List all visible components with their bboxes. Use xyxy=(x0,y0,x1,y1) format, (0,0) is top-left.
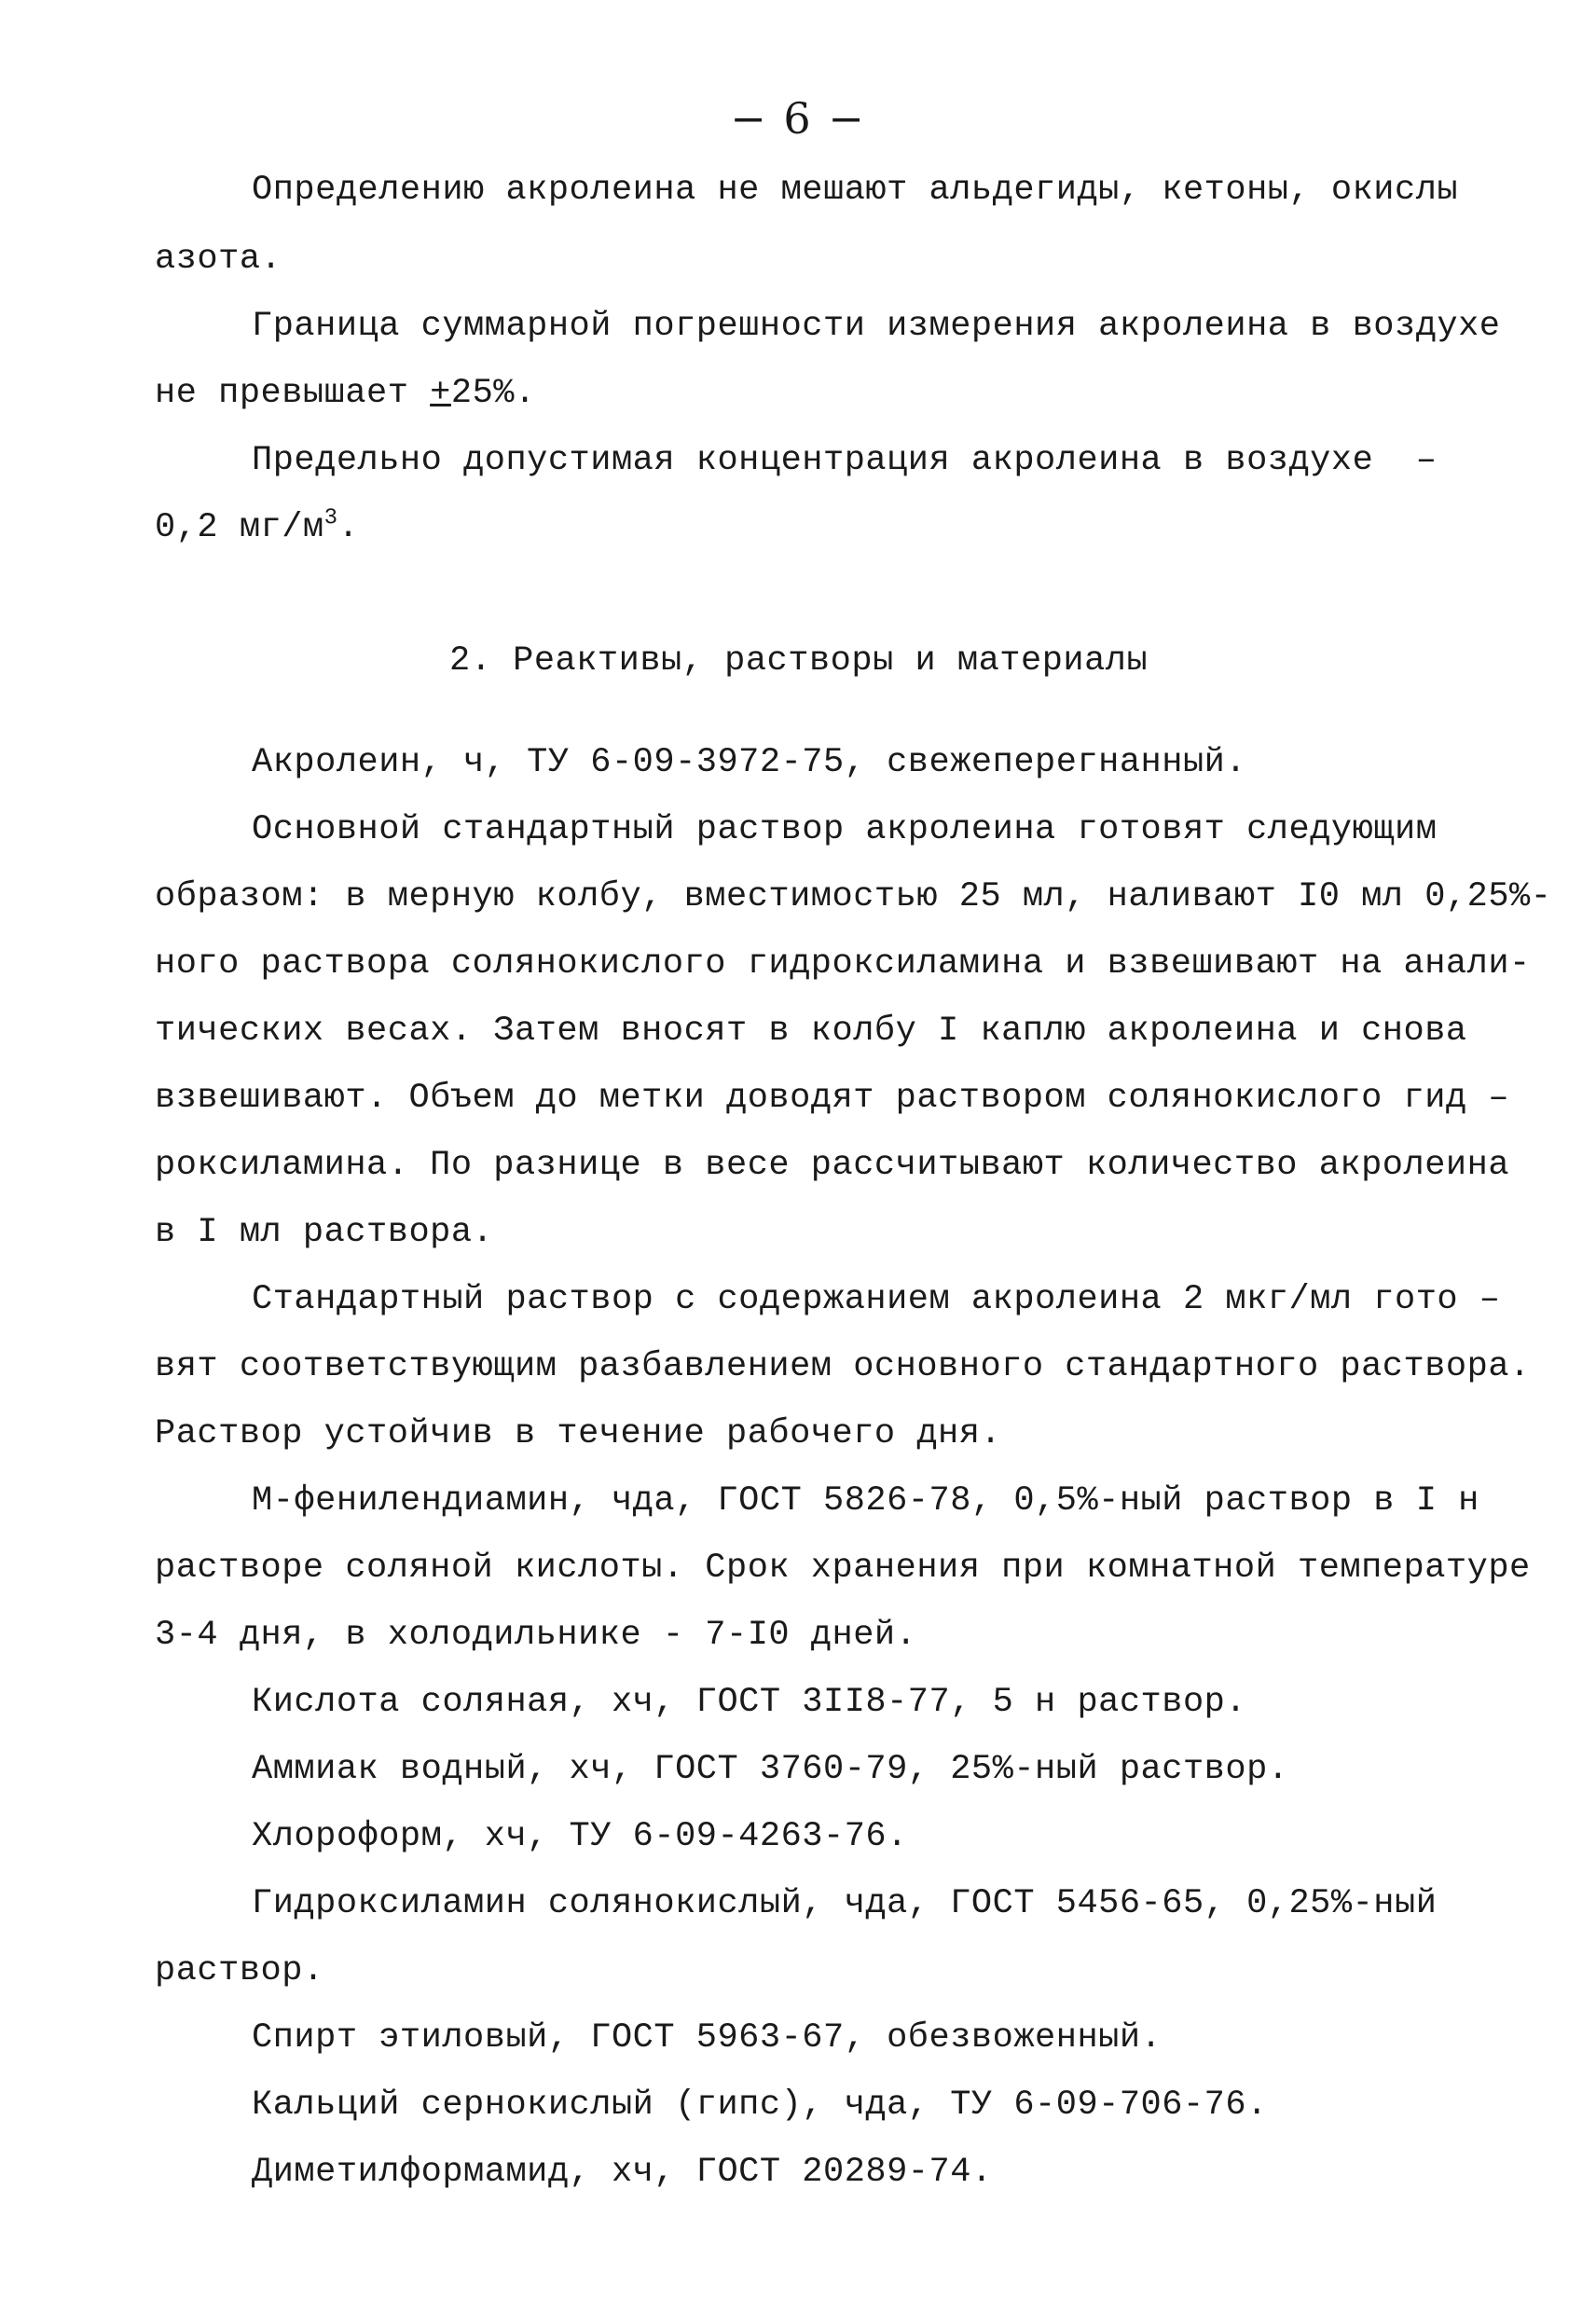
text-line: Аммиак водный, хч, ГОСТ 3760-79, 25%-ный раствор. xyxy=(252,1750,1289,1789)
text-line xyxy=(155,505,359,550)
text-line: Акролеин, ч, ТУ 6-09-3972-75, свежеперегнанный. xyxy=(252,743,1247,782)
text-line: Хлороформ, хч, ТУ 6-09-4263-76. xyxy=(252,1817,908,1856)
text-segment: . xyxy=(337,508,360,547)
text-line: вят соответствующим разбавлением основного стандартного раствора. xyxy=(155,1347,1531,1386)
text-line: Раствор устойчив в течение рабочего дня. xyxy=(155,1414,1002,1453)
text-line: Предельно допустимая концентрация акролеина в воздухе – xyxy=(252,441,1438,480)
section-title: 2. Реактивы, растворы и материалы xyxy=(449,641,1149,681)
page-number: − 6 − xyxy=(730,93,866,144)
superscript: 3 xyxy=(323,505,338,531)
text-line: ного раствора солянокислого гидроксиламина и взвешивают на анали- xyxy=(155,944,1531,984)
text-segment: 25%. xyxy=(450,374,536,413)
text-line: М-фенилендиамин, чда, ГОСТ 5826-78, 0,5%-ный раствор в I н xyxy=(252,1481,1479,1521)
text-line: Спирт этиловый, ГОСТ 5963-67, обезвоженный. xyxy=(252,2018,1163,2058)
text-segment: 0,2 мг/м xyxy=(155,508,324,547)
text-line: Кислота соляная, хч, ГОСТ 3II8-77, 5 н раствор. xyxy=(252,1683,1247,1722)
text-line: в I мл раствора. xyxy=(155,1213,494,1252)
text-line: роксиламина. По разнице в весе рассчитывают количество акролеина xyxy=(155,1146,1510,1185)
text-segment: не превышает xyxy=(155,374,431,413)
text-line: Основной стандартный раствор акролеина готовят следующим xyxy=(252,810,1438,849)
text-line: Граница суммарной погрешности измерения акролеина в воздухе xyxy=(252,307,1501,346)
text-line: Определению акролеина не мешают альдегиды, кетоны, окислы xyxy=(252,171,1459,210)
text-line: Гидроксиламин солянокислый, чда, ГОСТ 5456-65, 0,25%-ный xyxy=(252,1884,1438,1923)
text-line: Диметилформамид, хч, ГОСТ 20289-74. xyxy=(252,2153,993,2192)
plus-minus-sign: + xyxy=(430,374,451,413)
text-line: Кальций сернокислый (гипс), чда, ТУ 6-09-706-76. xyxy=(252,2086,1268,2125)
text-line: раствор. xyxy=(155,1951,324,1990)
text-line: растворе соляной кислоты. Срок хранения при комнатной температуре xyxy=(155,1549,1531,1588)
text-line: Стандартный раствор с содержанием акролеина 2 мкг/мл гото – xyxy=(252,1280,1501,1319)
text-line: образом: в мерную колбу, вместимостью 25 мл, наливают I0 мл 0,25%- xyxy=(155,877,1552,916)
text-line: тических весах. Затем вносят в колбу I каплю акролеина и снова xyxy=(155,1012,1467,1051)
text-line: азота. xyxy=(155,240,282,279)
text-line: взвешивают. Объем до метки доводят раствором солянокислого гид – xyxy=(155,1079,1510,1118)
text-line: 3-4 дня, в холодильнике - 7-I0 дней. xyxy=(155,1616,917,1655)
text-line xyxy=(155,371,536,416)
